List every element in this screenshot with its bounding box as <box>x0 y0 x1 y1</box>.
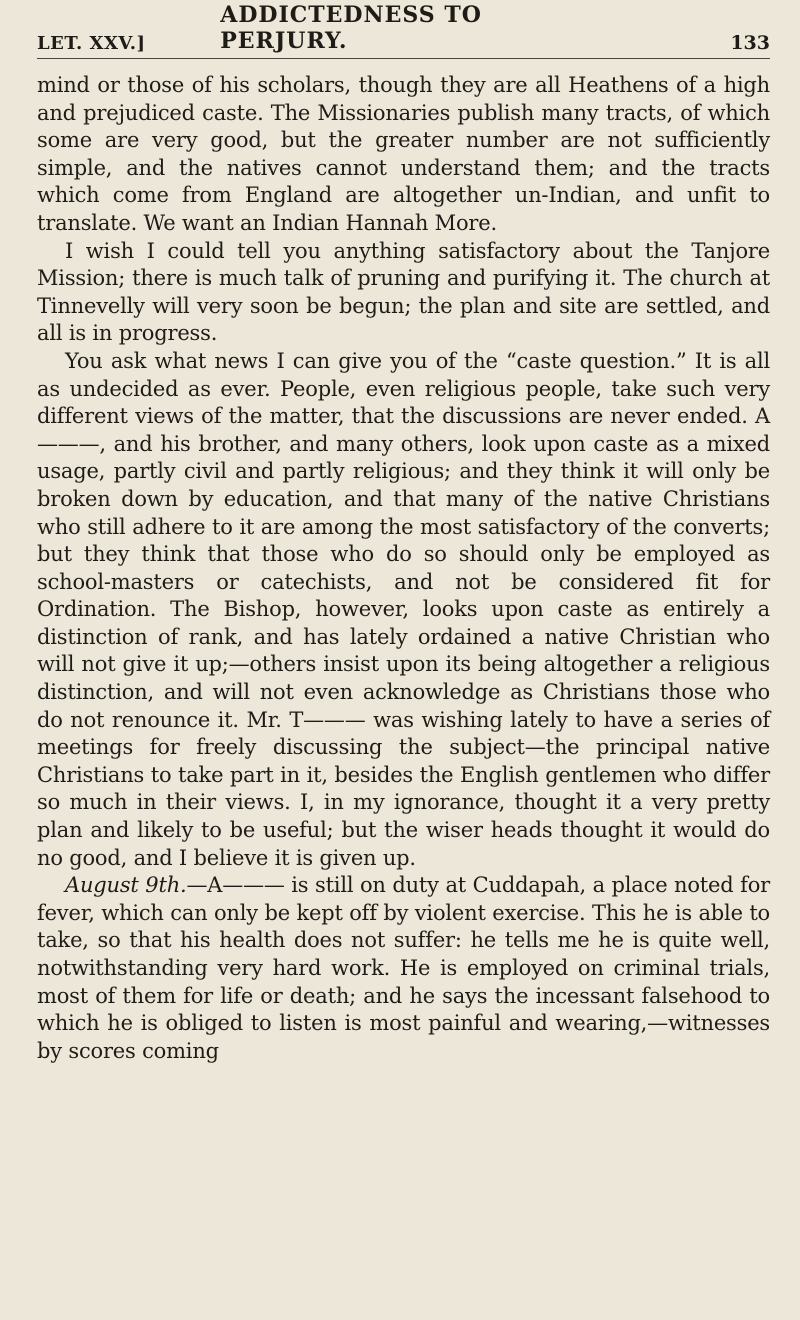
paragraph-caste-question: You ask what news I can give you of the “caste question.” It is all as undecided as ever. People, even religious people, take such very different views of the matter, that the discussions are never ended. A———, and his brother, and many others, look upon caste as a mixed usage, partly civil and partly religious; and they think it will only be broken down by education, and that many of the native Christians who still adhere to it are among the most satisfactory of the converts; but they think that those who do so should only be employed as school-masters or catechists, and not be considered fit for Ordination. The Bishop, however, looks upon caste as entirely a distinction of rank, and has lately ordained a native Christian who will not give it up;—others insist upon its being altogether a religious distinction, and will not even acknowledge as Christians those who do not renounce it. Mr. T——— was wishing lately to have a series of meetings for freely discussing the subject—the principal native Christians to take part in it, besides the English gentlemen who differ so much in their views. I, in my ignorance, thought it a very pretty plan and likely to be useful; but the wiser heads thought it would do no good, and I believe it is given up. <box>37 348 770 870</box>
paragraph-tanjore-mission: I wish I could tell you anything satisfactory about the Tanjore Mission; there is much talk of pruning and purifying it. The church at Tinnevelly will very soon be begun; the plan and site are settled, and all is in progress. <box>37 238 770 346</box>
entry-text: —A——— is still on duty at Cuddapah, a place noted for fever, which can only be kept off by violent exercise. This he is able to take, so that his health does not suffer: he tells me he is quite well, notwithstanding very hard work. He is employed on criminal trials, most of them for life or death; and he says the incessant falsehood to which he is obliged to listen is most painful and wearing,—witnesses by scores coming <box>37 873 770 1063</box>
letter-number: LET. XXV.] <box>37 33 146 54</box>
body-text <box>37 72 770 1065</box>
paragraph-august-9th <box>37 872 770 1065</box>
chapter-title: ADDICTEDNESS TO PERJURY. <box>220 2 482 54</box>
paragraph-hindu-tracts: mind or those of his scholars, though they are all Heathens of a high and prejudiced caste. The Missionaries publish many tracts, of which some are very good, but the greater number are not sufficiently simple, and the natives cannot understand them; and the tracts which come from England are altogether un-Indian, and unfit to translate. We want an Indian Hannah More. <box>37 73 770 235</box>
page-number: 133 <box>730 32 770 54</box>
entry-date: August 9th. <box>65 873 187 898</box>
running-head <box>37 2 770 59</box>
